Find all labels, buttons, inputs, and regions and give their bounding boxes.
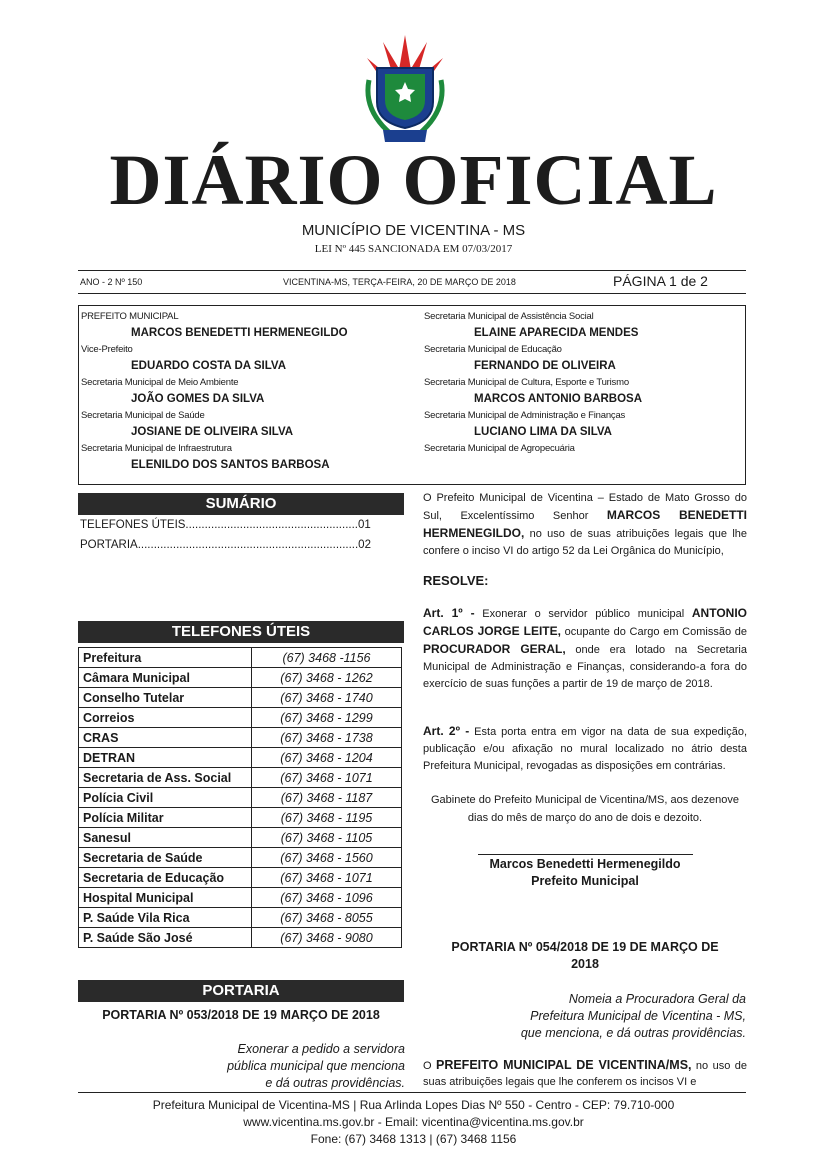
masthead-title: DIÁRIO OFICIAL [109, 140, 718, 220]
law-reference: LEI Nº 445 SANCIONADA EM 07/03/2017 [314, 243, 513, 255]
telefones-heading: TELEFONES ÚTEIS [78, 621, 404, 643]
sumario-item-telefones[interactable]: TELEFONES ÚTEIS......................................................01 [80, 519, 371, 531]
gabinete-text: Gabinete do Prefeito Municipal de Vicentina/MS, aos dezenove dias do mês de março do ano de dois e dezoito. [431, 794, 739, 824]
phone-number[interactable]: (67) 3468 - 1071 [252, 768, 402, 788]
official-role: Secretaria Municipal de Educação [424, 344, 562, 355]
footer-web-email[interactable]: www.vicentina.ms.gov.br - Email: vicentina@vicentina.ms.gov.br [243, 1115, 584, 1129]
table-row [79, 808, 402, 828]
phone-number[interactable]: (67) 3468 - 1204 [252, 748, 402, 768]
phone-entity: Câmara Municipal [79, 668, 252, 688]
signer-title: Prefeito Municipal [531, 874, 639, 888]
official-name: MARCOS ANTONIO BARBOSA [474, 393, 643, 405]
phone-number[interactable]: (67) 3468 - 1560 [252, 848, 402, 868]
phone-number[interactable]: (67) 3468 -1156 [252, 648, 402, 668]
official-role: Secretaria Municipal de Infraestrutura [81, 443, 232, 454]
official-role: Vice-Prefeito [81, 344, 133, 355]
edition-bar [78, 270, 746, 294]
table-row [79, 708, 402, 728]
signer-name: Marcos Benedetti Hermenegildo [489, 857, 681, 871]
portaria-heading: PORTARIA [78, 980, 404, 1002]
official-name: MARCOS BENEDETTI HERMENEGILDO [131, 327, 348, 339]
phone-entity: Polícia Militar [79, 808, 252, 828]
table-row [79, 888, 402, 908]
phone-number[interactable]: (67) 3468 - 1187 [252, 788, 402, 808]
ementa-line: e dá outras providências. [265, 1076, 405, 1090]
article-1: Art. 1º - Exonerar o servidor público municipal ANTONIO CARLOS JORGE LEITE, ocupante do Cargo em Comissão de PROCURADOR GERAL, onde era lotado na Secretaria Municipal de Administração e Finanças, considerando-a fora do exercício de suas funções a partir de 19 de março de 2018. [423, 606, 748, 690]
official-name: FERNANDO DE OLIVEIRA [474, 360, 616, 372]
footer-address: Prefeitura Municipal de Vicentina-MS | Rua Arlinda Lopes Dias Nº 550 - Centro - CEP: 79.710-000 [152, 1098, 675, 1112]
ementa-line: pública municipal que menciona [227, 1059, 405, 1073]
signature-line [478, 854, 693, 855]
officials-right-column [424, 310, 744, 475]
table-row [79, 828, 402, 848]
table-row [79, 668, 402, 688]
signature-block [423, 856, 747, 890]
table-row [79, 928, 402, 948]
telefones-table [78, 647, 402, 948]
intro-paragraph: O Prefeito Municipal de Vicentina – Estado de Mato Grosso do Sul, Excelentíssimo Senhor MARCOS BENEDETTI HERMENEGILDO, no uso de suas atribuições legais que lhe confere o inciso VI do artigo 52 da Lei Orgânica do Município, [423, 492, 747, 557]
phone-number[interactable]: (67) 3468 - 1299 [252, 708, 402, 728]
phone-entity: Secretaria de Ass. Social [79, 768, 252, 788]
article-2: Art. 2º - Esta porta entra em vigor na data de sua expedição, publicação e/ou afixação no mural localizado no átrio desta Prefeitura Municipal, revogadas as disposições em contrárias. [423, 724, 747, 772]
portaria-054-text: O PREFEITO MUNICIPAL DE VICENTINA/MS, no uso de suas atribuições legais que lhe conferem os incisos VI e [423, 1058, 747, 1088]
phone-number[interactable]: (67) 3468 - 1096 [252, 888, 402, 908]
table-row [79, 748, 402, 768]
footer-phones: Fone: (67) 3468 1313 | (67) 3468 1156 [310, 1132, 517, 1146]
table-row [79, 768, 402, 788]
official-role: Secretaria Municipal de Agropecuária [424, 443, 575, 454]
portaria-053-title: PORTARIA Nº 053/2018 DE 19 MARÇO DE 2018 [102, 1008, 380, 1022]
phone-number[interactable]: (67) 3468 - 1262 [252, 668, 402, 688]
phone-entity: Correios [79, 708, 252, 728]
phone-number[interactable]: (67) 3468 - 1738 [252, 728, 402, 748]
official-role: Secretaria Municipal de Cultura, Esporte e Turismo [424, 377, 629, 388]
phone-number[interactable]: (67) 3468 - 8055 [252, 908, 402, 928]
footer-divider [78, 1092, 746, 1093]
phone-entity: P. Saúde São José [79, 928, 252, 948]
ementa-line: Exonerar a pedido a servidora [237, 1042, 405, 1056]
table-row [79, 908, 402, 928]
phone-entity: Prefeitura [79, 648, 252, 668]
phone-entity: Secretaria de Saúde [79, 848, 252, 868]
table-row [79, 848, 402, 868]
phone-entity: Polícia Civil [79, 788, 252, 808]
official-name: ELAINE APARECIDA MENDES [474, 327, 639, 339]
official-name: JOSIANE DE OLIVEIRA SILVA [131, 426, 294, 438]
sumario-item-portaria[interactable]: PORTARIA.....................................................................02 [80, 539, 371, 551]
table-row [79, 728, 402, 748]
phone-entity: Conselho Tutelar [79, 688, 252, 708]
portaria-054-ementa: Nomeia a Procuradora Geral da Prefeitura Municipal de Vicentina - MS, que menciona, e dá outras providências. [520, 992, 746, 1040]
portaria-053-ementa [150, 1041, 405, 1092]
table-row [79, 688, 402, 708]
phone-entity: Secretaria de Educação [79, 868, 252, 888]
official-role: Secretaria Municipal de Saúde [81, 410, 205, 421]
edition-number: ANO - 2 Nº 150 [80, 277, 143, 287]
phone-number[interactable]: (67) 3468 - 1195 [252, 808, 402, 828]
phone-number[interactable]: (67) 3468 - 1105 [252, 828, 402, 848]
officials-box [78, 305, 746, 485]
official-role: Secretaria Municipal de Meio Ambiente [81, 377, 239, 388]
phone-number[interactable]: (67) 3468 - 1071 [252, 868, 402, 888]
phone-entity: P. Saúde Vila Rica [79, 908, 252, 928]
phone-entity: DETRAN [79, 748, 252, 768]
phone-number[interactable]: (67) 3468 - 1740 [252, 688, 402, 708]
table-row [79, 868, 402, 888]
resolve-heading: RESOLVE: [423, 573, 489, 588]
official-name: EDUARDO COSTA DA SILVA [131, 360, 287, 372]
portaria-054-title: PORTARIA Nº 054/2018 DE 19 DE MARÇO DE 2018 [451, 940, 719, 971]
officials-left-column [81, 310, 421, 475]
phone-number[interactable]: (67) 3468 - 9080 [252, 928, 402, 948]
official-role: Secretaria Municipal de Administração e Finanças [424, 410, 626, 421]
official-name: ELENILDO DOS SANTOS BARBOSA [131, 459, 330, 471]
footer [0, 1097, 827, 1148]
table-row [79, 788, 402, 808]
dateline: VICENTINA-MS, TERÇA-FEIRA, 20 DE MARÇO DE 2018 [283, 277, 516, 287]
page-indicator: PÁGINA 1 de 2 [613, 273, 708, 289]
official-name: LUCIANO LIMA DA SILVA [474, 426, 612, 438]
official-role: Secretaria Municipal de Assistência Social [424, 311, 594, 322]
official-name: JOÃO GOMES DA SILVA [131, 393, 265, 405]
official-role: PREFEITO MUNICIPAL [81, 311, 179, 322]
table-row [79, 648, 402, 668]
phone-entity: Sanesul [79, 828, 252, 848]
sumario-heading: SUMÁRIO [78, 493, 404, 515]
phone-entity: CRAS [79, 728, 252, 748]
phone-entity: Hospital Municipal [79, 888, 252, 908]
official-name [424, 456, 744, 475]
municipal-coat-of-arms-icon [355, 30, 455, 150]
municipality-name: MUNICÍPIO DE VICENTINA - MS [301, 222, 526, 239]
